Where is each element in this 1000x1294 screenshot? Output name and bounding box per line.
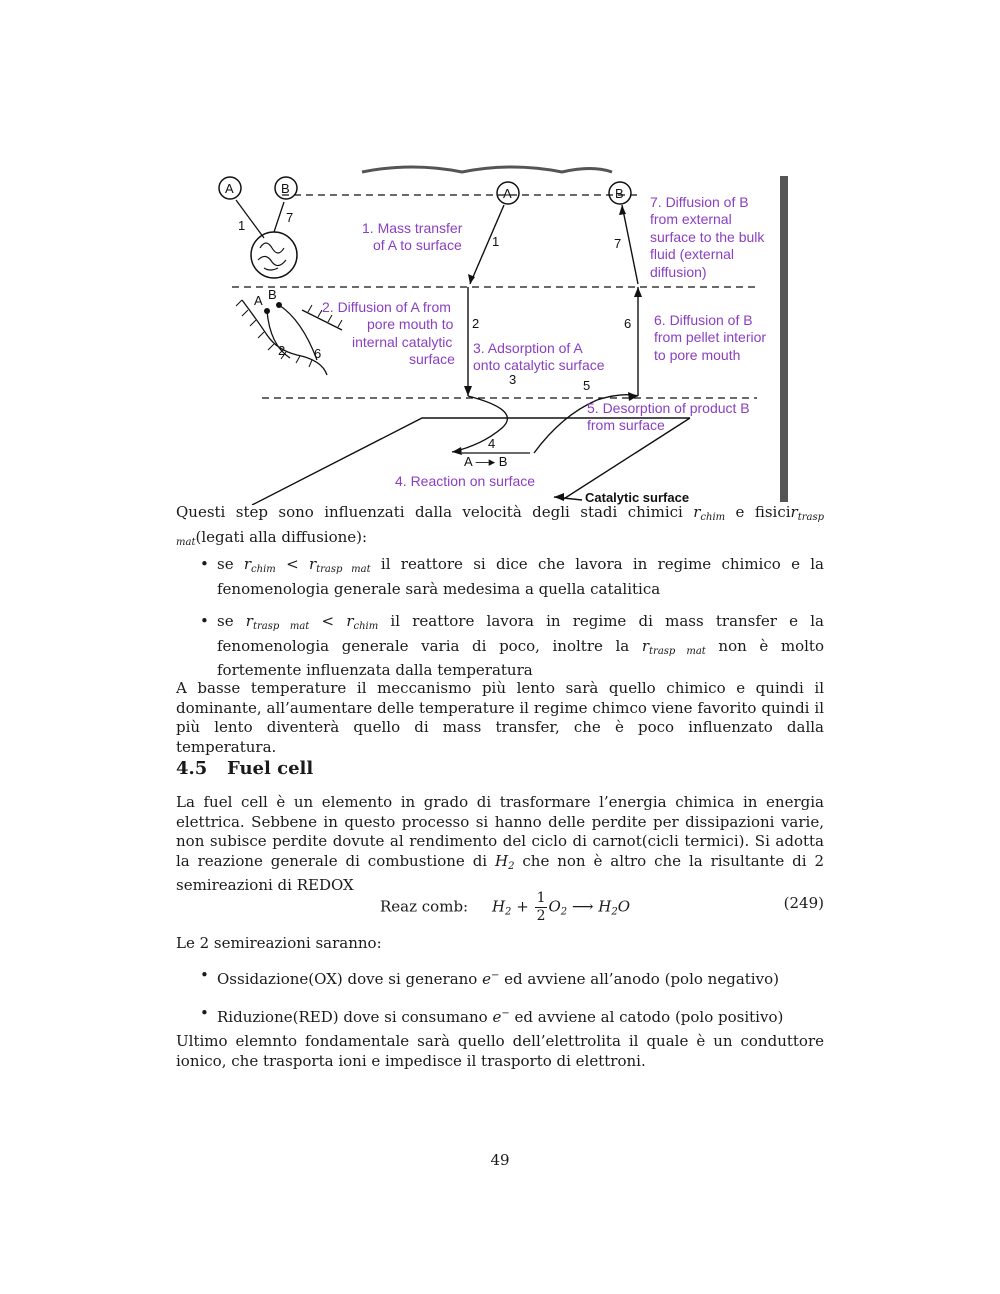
svg-text:2: 2 [278, 343, 286, 358]
svg-text:6: 6 [314, 346, 322, 361]
redox-bullet-list [200, 966, 824, 1027]
circle-a-left [219, 177, 241, 199]
section-heading: 4.5 Fuel cell [176, 758, 314, 779]
bullet-icon: • [200, 1003, 209, 1022]
list-item: • Riduzione(RED) dove si consumano e− ed avviene al catodo (polo positivo) [200, 1003, 784, 1026]
catalytic-reaction-figure [212, 160, 792, 505]
cropped-title-remnant [362, 167, 612, 172]
label-step-1: 1. Mass transfer of A to surface [362, 220, 463, 253]
paragraph-rate-steps: Questi step sono influenzati dalla velocità degli stadi chimici $r_{chim}$ e fisicir$_{trasp mat}$(legati alla diffusione): [176, 503, 824, 548]
list-item: • se $r_{chim} < r_{trasp mat}$ il reattore si dice che lavora in regime chimico e la fenomenologia generale sarà medesima a quella catalitica [200, 555, 824, 598]
circle-b-left [275, 177, 297, 199]
paragraph-fuel-cell: La fuel cell è un elemento in grado di trasformare l’energia chimica in energia elettrica. Sebbene in questo processo si hanno delle perdite per dissipazioni varie, non subisce perdite dovute al rendimento del ciclo di carnot(cicli termici). Si adotta la reazione generale di combustione di $H_2$ che non è altro che la risultante di 2 semireazioni di REDOX [176, 793, 824, 894]
num-step-2: 2 [472, 316, 480, 331]
arrow-step-7 [622, 205, 638, 284]
paragraph-temperature: A basse temperature il meccanismo più lento sarà quello chimico e quindi il dominante, all’aumentare delle temperature il regime chimco viene favorito quindi il più lento diventerà quello di mass transfer, che è poco influenzato dalla temperatura. [176, 679, 824, 756]
pellet-icon [251, 232, 297, 278]
label-step-4: 4. Reaction on surface [395, 473, 536, 489]
num-step-4: 4 [488, 436, 496, 451]
equation-number: (249) [783, 894, 824, 912]
num-left-1: 1 [238, 218, 246, 233]
paragraph-electrolyte: Ultimo elemnto fondamentale sarà quello dell’elettrolita il quale è un conduttore ionico, che trasporta ioni e impedisce il trasporto di elettroni. [176, 1032, 824, 1070]
circle-b-main [609, 182, 631, 204]
num-step-7: 7 [614, 236, 622, 251]
svg-text:B: B [281, 181, 290, 196]
list-item: • se $r_{trasp mat} < r_{chim}$ il reattore lavora in regime di mass transfer e la fenomenologia generale varia di poco, inoltre la $r_{trasp mat}$ non è molto fortemente influenzata dalla temperatura [200, 612, 825, 679]
bullet-icon: • [200, 966, 209, 984]
figure-edge-bar [780, 176, 788, 502]
label-step-6: 6. Diffusion of B from pellet interior to pore mouth [654, 312, 767, 363]
svg-text:A: A [503, 186, 512, 201]
svg-text:A: A [254, 293, 263, 308]
bullet-icon: • [200, 555, 209, 573]
page-number: 49 [490, 1151, 510, 1169]
curve-step-3 [452, 396, 507, 452]
num-step-1: 1 [492, 234, 500, 249]
bullet-icon: • [200, 612, 209, 630]
arrow-left-7 [274, 202, 284, 232]
svg-text:B: B [615, 186, 624, 201]
list-item: • Ossidazione(OX) dove si generano e− ed avviene all’anodo (polo negativo) [200, 966, 779, 988]
label-step-2: 2. Diffusion of A from pore mouth to internal catalytic surface [322, 299, 455, 367]
regime-bullet-list [200, 555, 824, 681]
circle-a-main [497, 182, 519, 204]
label-step-5: 5. Desorption of product B from surface [587, 400, 750, 433]
num-step-6: 6 [624, 316, 632, 331]
label-step-3: 3. Adsorption of A onto catalytic surface [473, 340, 605, 373]
label-step-7: 7. Diffusion of B from external surface to the bulk fluid (external diffusion) [650, 194, 765, 280]
svg-text:B: B [268, 287, 277, 302]
equation-249: Reaz comb: $H_2$ + $\frac{1}{2}O_2$ ⟶ $H_2O$ (249) [380, 890, 824, 924]
num-step-5: 5 [583, 378, 591, 393]
num-left-7: 7 [286, 210, 294, 225]
label-catalytic-surface: Catalytic surface [585, 490, 690, 505]
catalytic-reaction-diagram [212, 160, 792, 505]
paragraph-semireactions: Le 2 semireazioni saranno: [176, 934, 382, 952]
num-step-3: 3 [509, 372, 517, 387]
reaction-a-to-b: A —▸ B [464, 454, 508, 469]
svg-text:A: A [225, 181, 234, 196]
